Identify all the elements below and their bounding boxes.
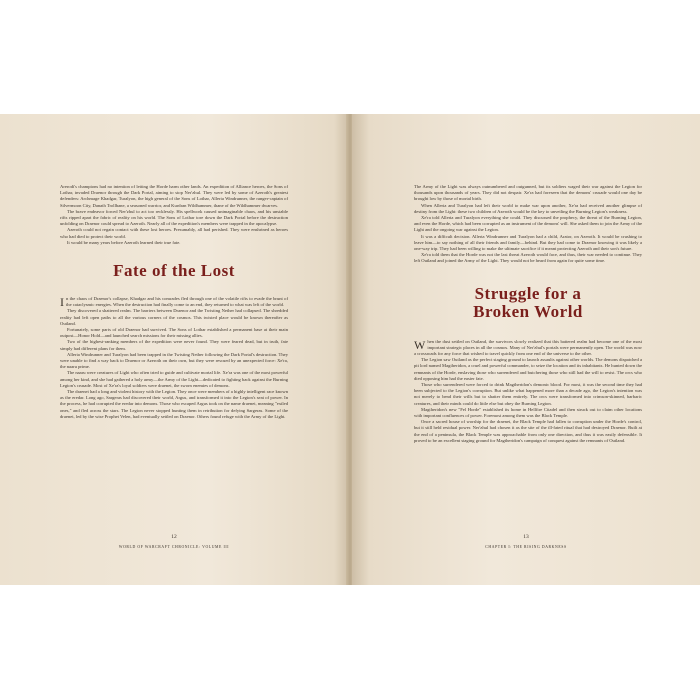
left-paragraph: The naaru were creatures of Light who often tried to guide and cultivate mortal life. Xe'ra was one of the most powerful among her kind, and she had gathered a holy army—the Army of the Light—dedicated to fighting back against the Burning Legion's crusade. Most of Xe'ra's loyal soldiers were draenei, the sworn enemies of demons. [60, 370, 288, 388]
right-paragraph: The Army of the Light was always outnumbered and outgunned, but its soldiers waged their war against the Legion for thousands upon thousands of years. They did not despair. Xe'ra had foreseen that the demons' crusade would one day be brought low by those of mortal birth. [414, 184, 642, 202]
left-page [0, 114, 348, 585]
left-paragraph: Azeroth could not regain contact with these lost heroes. Presumably, all had perished. They were enshrined as heroes who had died to protect their world. [60, 227, 288, 239]
right-paragraph: Those who surrendered were forced to drink Magtheridon's demonic blood. For most, it was the second time they had been subjected to the Legion's corruption. But unlike what happened more than a decade ago, the Legion's intention was not merely to bend their wills but to shatter them entirely. The orcs were transformed into crimson-skinned, barbaric creatures, and their minds could do little else but obey the Burning Legion. [414, 382, 642, 406]
right-paragraph: When Alleria and Turalyon had left their world to make war upon another, Xe'ra had received another glimpse of destiny from the Light: these two children of Azeroth would be the key to unveiling the Burning Legion's weakness. [414, 202, 642, 214]
section-heading-struggle [414, 285, 642, 321]
heading-line-2: Broken World [473, 301, 583, 321]
right-paragraph: Xe'ra told them that the Horde was not the last threat Azeroth would face, and thus, their war needed to continue. They left Outland and joined the Army of the Light. They would not be heard from again for quite some time. [414, 252, 642, 264]
right-paragraph: Xe'ra told Alleria and Turalyon everything she could. They discussed the prophecy, the threat of the Burning Legion, and even the Horde, which had been corrupted as an instrument of the demons' will. She asked them to join the Army of the Light and the ongoing war against the Legion. [414, 215, 642, 233]
right-paragraph: Once a sacred house of worship for the draenei, the Black Temple had fallen to corruption under the Horde's control, but it still held residual power. Ner'zhul had chosen it as the site of the ill-fated ritual that had destroyed Draenor. Built at the end of a peninsula, the Black Temple was approachable from only one direction, and thus it was easily defensible. It proved to be an excellent staging ground for Magtheridon's campaign of conquest against the remnants of Outland. [414, 419, 642, 443]
page-number-right: 13 [523, 534, 529, 540]
left-lead-paragraph [60, 296, 288, 308]
left-paragraph: Fortunately, some parts of old Draenor had survived. The Sons of Lothar established a permanent base at their main outpost—Honor Hold—and launched search missions for their missing allies. [60, 327, 288, 339]
drop-cap: W [414, 337, 426, 352]
heading-line-1: Struggle for a [474, 283, 582, 303]
right-text-column [414, 184, 642, 444]
left-paragraph: Arerodi's champions had no intention of letting the Horde harm other lands. An expedition of Alliance heroes, the Sons of Lothar, invaded Draenor through the Dark Portal, aiming to stop Ner'zhul. They were led by some of Azeroth's greatest defenders: Archmage Khadgar, Turalyon, the high general of the Sons of Lothar, Alleria Windrunner, the ranger-captain of Silvermoon City, Danath Trollbane, a seasoned warrior, and Kurdran Wildhammer, thane of the Wildhammer dwarves. [60, 184, 288, 208]
lead-text: n the chaos of Draenor's collapse, Khadgar and his comrades fled through one of the volatile rifts to evade the brunt of the cataclysmic energies. When the destruction had finally come to an end, they returned to what was left of the world. [66, 296, 288, 308]
right-lead-paragraph [414, 339, 642, 358]
right-paragraph: The Legion saw Outland as the perfect staging ground to launch assaults against other worlds. The demons dispatched a pit lord named Magtheridon, a cruel and powerful commander, to seize the location and its inhabitants. He hunted down the remnants of the Horde, enslaving those who surrendered and butchering those who still had the will to resist. The orcs who died opposing him had the easier fate. [414, 357, 642, 381]
left-paragraph: It would be many years before Azeroth learned their true fate. [67, 239, 181, 245]
right-page [352, 114, 700, 585]
left-paragraph: The brave endeavor forced Ner'zhul to act too recklessly. His spellwork caused unimaginable chaos, and his unstable rifts ripped apart the fabric of reality on his world. The Sons of Lothar tore down the Dark Portal before the destruction unfolding on Draenor could spread to Azeroth. Nearly all of the expedition's members were trapped in the apocalypse. [60, 208, 288, 227]
section-heading-fate: Fate of the Lost [113, 261, 235, 281]
left-paragraph: They discovered a shattered realm. The barriers between Draenor and the Twisting Nether had collapsed. The shredded reality had left open paths to all the various corners of the cosmos. This twisted place would be known thereafter as Outland. [60, 308, 288, 326]
page-number-left: 12 [171, 534, 177, 540]
left-paragraph: Alleria Windrunner and Turalyon had been trapped in the Twisting Nether following the Dark Portal's destruction. They were unable to find a way back to Draenor or Azeroth on their own, but they were rescued by an unexpected force: Xe'ra, the naaru prime. [60, 351, 288, 370]
left-text-column [60, 184, 288, 420]
running-head-right: CHAPTER I: THE RISING DARKNESS [485, 545, 567, 549]
lead-text: hen the dust settled on Outland, the survivors slowly realized that this battered realm had become one of the most important strategic places in all the cosmos. Many of Ner'zhul's portals were permanently open. The world was now a crossroads for any force that wished to travel quickly from one end of the universe to the other. [414, 338, 642, 357]
left-paragraph: Two of the highest-ranking members of the expedition were never found. They were feared dead, but in truth, fate simply had different plans for them. [60, 339, 288, 351]
drop-cap: I [60, 295, 64, 310]
right-paragraph: It was a difficult decision. Alleria Windrunner and Turalyon had a child, Arator, on Azeroth. It would be crushing to leave him—to say nothing of all their friends and family—behind. But they had come to Draenor knowing it was likely a one-way trip. They had been willing to make the ultimate sacrifice if it meant protecting Azeroth and their son's future. [414, 233, 642, 252]
running-head-left: WORLD OF WARCRAFT CHRONICLE: VOLUME III [118, 545, 230, 549]
book-spread [0, 114, 700, 585]
right-paragraph: Magtheridon's new "Fel Horde" established its home in Hellfire Citadel and then struck out to claim other locations with important confluences of power. Foremost among them was the Black Temple. [414, 406, 642, 419]
left-paragraph: The draenei had a long and violent history with the Legion. They once were members of a highly intelligent race known as the eredar. Long ago, Sargeras had discovered their world, Argus, and transformed it into the Legion's seat of power. In the process, he had corrupted the eredar into demons. Those who escaped Argus took on the name draenei, meaning "exiled ones," and fled across the stars. The Legion never stopped hunting them in retribution for defying Sargeras. Some of the draenei, led by the wise Prophet Velen, had eventually settled on Draenor. Others found refuge with the Army of the Light. [60, 389, 288, 419]
